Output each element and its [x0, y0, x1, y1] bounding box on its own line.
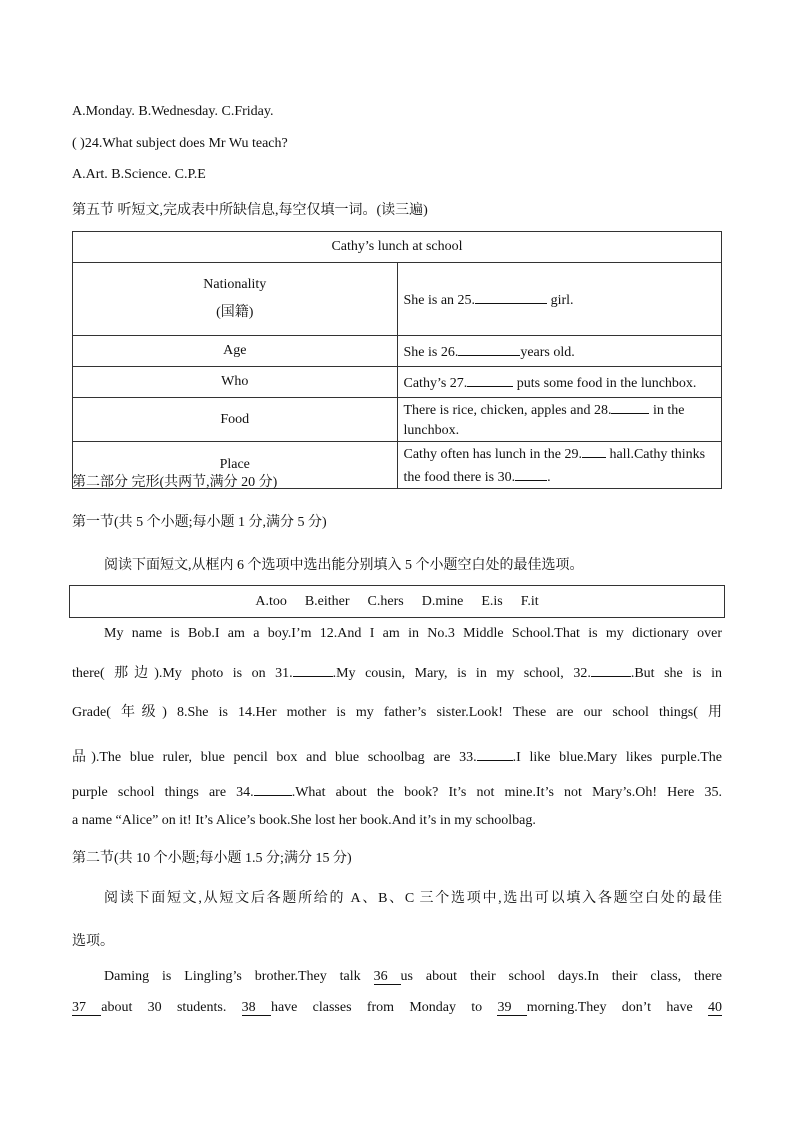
passage1-line: Grade( 年级) 8.She is 14.Her mother is my father’s sister.Look! These are our school things( 用 [72, 705, 722, 720]
section5-heading: 第五节 听短文,完成表中所缺信息,每空仅填一词。(读三遍) [72, 203, 428, 218]
option-f: F.it [520, 594, 539, 609]
q24-options: A.Art. B.Science. C.P.E [72, 167, 206, 182]
table-title: Cathy’s lunch at school [73, 232, 722, 263]
passage1-line: a name “Alice” on it! It’s Alice’s book.She lost her book.And it’s in my schoolbag. [72, 813, 536, 828]
option-a: A.too [255, 594, 287, 609]
passage1-line: 品).The blue ruler, blue pencil box and blue schoolbag are 33. .I like blue.Mary likes purple.The [72, 745, 722, 768]
part2-heading: 第二部分 完形(共两节,满分 20 分) [72, 475, 278, 490]
section1-heading: 第一节(共 5 个小题;每小题 1 分,满分 5 分) [72, 515, 327, 530]
table-row [73, 263, 722, 336]
blank-38: 38 [241, 1000, 271, 1015]
row-label: Who [73, 367, 398, 398]
section2-instruction: 阅读下面短文,从短文后各题所给的 A、B、C 三个选项中,选出可以填入各题空白处的最佳 [104, 891, 722, 906]
row-content: Cathy’s 27. puts some food in the lunchbox. [397, 367, 722, 398]
row-label: Nationality (国籍) [73, 263, 398, 336]
option-c: C.hers [367, 594, 404, 609]
option-b: B.either [304, 594, 350, 609]
row-label: Food [73, 398, 398, 442]
info-table [72, 231, 722, 489]
passage1-line: My name is Bob.I am a boy.I’m 12.And I am in No.3 Middle School.That is my dictionary over [104, 626, 722, 641]
q24-question: ( )24.What subject does Mr Wu teach? [72, 136, 288, 151]
answer-blank [293, 661, 333, 677]
row-content: Cathy often has lunch in the 29. hall.Cathy thinks the food there is 30. . [397, 442, 722, 489]
answer-blank [458, 340, 520, 356]
answer-blank [467, 371, 513, 387]
answer-blank [611, 398, 649, 414]
answer-blank [591, 661, 631, 677]
table-row [73, 367, 722, 398]
blank-40: 40 [708, 1000, 723, 1015]
answer-blank [475, 288, 547, 304]
blank-36: 36 [373, 969, 401, 984]
answer-blank [515, 465, 547, 481]
option-d: D.mine [421, 594, 464, 609]
section2-instruction: 选项。 [72, 934, 114, 949]
passage2-line: 37 about 30 students. 38 have classes from Monday to 39 morning.They don’t have 40 [72, 1000, 723, 1015]
q23-options: A.Monday. B.Wednesday. C.Friday. [72, 104, 274, 119]
option-e: E.is [481, 594, 503, 609]
table-row [73, 336, 722, 367]
section2-heading: 第二节(共 10 个小题;每小题 1.5 分;满分 15 分) [72, 851, 352, 866]
row-content: She is an 25. girl. [397, 263, 722, 336]
passage1-line: there( 那边).My photo is on 31. .My cousin, Mary, is in my school, 32. .But she is in [72, 661, 722, 684]
passage1-line: purple school things are 34. .What about the book? It’s not mine.It’s not Mary’s.Oh! Here 35. [72, 780, 722, 803]
row-label: Place [73, 442, 398, 489]
row-label: Age [73, 336, 398, 367]
row-content: She is 26. years old. [397, 336, 722, 367]
answer-blank [254, 780, 292, 796]
table-row [73, 398, 722, 442]
blank-37: 37 [72, 1000, 102, 1015]
answer-blank [582, 442, 606, 458]
section1-instruction: 阅读下面短文,从框内 6 个选项中选出能分别填入 5 个小题空白处的最佳选项。 [104, 558, 584, 573]
blank-39: 39 [497, 1000, 527, 1015]
answer-blank [477, 745, 513, 761]
passage2-line: Daming is Lingling’s brother.They talk 36 us about their school days.In their class, there [104, 969, 723, 984]
options-box [69, 585, 725, 618]
row-content: There is rice, chicken, apples and 28. in the lunchbox. [397, 398, 722, 442]
